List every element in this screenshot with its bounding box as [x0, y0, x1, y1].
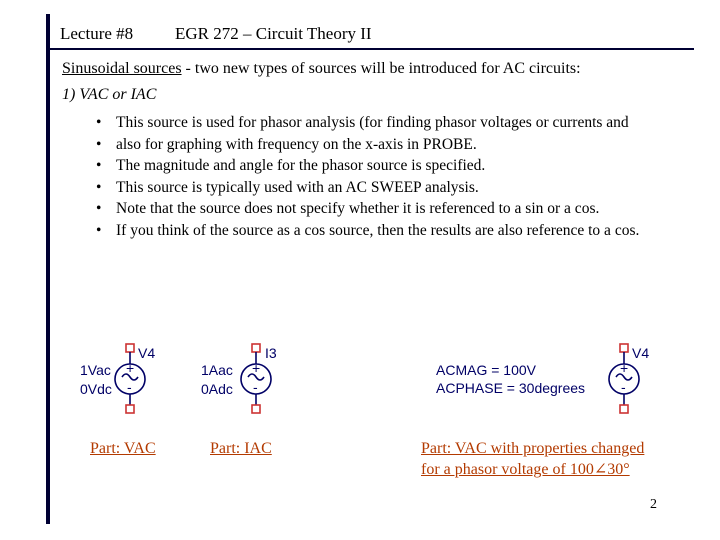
bullet-dot-icon: • [96, 114, 102, 131]
bullet-text: If you think of the source as a cos source, then the results are also reference to a cos. [116, 221, 640, 239]
intro-title: Sinusoidal sources [62, 60, 182, 77]
bullet-dot-icon: • [96, 200, 102, 217]
vac-plus: + [126, 360, 135, 376]
bullet-dot-icon: • [96, 178, 102, 196]
bullet-dot-icon: • [96, 157, 102, 174]
iac-ac-value: 1Aac [201, 362, 233, 378]
vac-minus: - [127, 379, 132, 395]
part-vac-label: Part: VAC [90, 440, 156, 457]
vac-changed-plus: + [620, 360, 629, 376]
part-vac-changed-label-line2: for a phasor voltage of 100∠30° [421, 461, 630, 478]
bullet-text: Note that the source does not specify whether it is referenced to a sin or a cos. [116, 200, 600, 217]
vac-changed-ref: V4 [632, 345, 650, 361]
subheading: 1) VAC or IAC [62, 86, 157, 103]
vac-dc-value: 0Vdc [80, 381, 112, 397]
page-number: 2 [650, 497, 657, 512]
intro-rest: - two new types of sources will be introduced for AC circuits: [181, 60, 581, 77]
bullet-text: This source is typically used with an AC SWEEP analysis. [116, 178, 479, 196]
part-iac-label: Part: IAC [210, 440, 272, 457]
course-title: EGR 272 – Circuit Theory II [175, 24, 372, 43]
bullet-text: also for graphing with frequency on the x-axis in PROBE. [116, 135, 477, 153]
bullet-dot-icon: • [96, 135, 102, 153]
acmag-value: ACMAG = 100V [436, 362, 536, 378]
iac-plus: + [252, 360, 261, 376]
iac-dc-value: 0Adc [201, 381, 233, 397]
bullet-text: The magnitude and angle for the phasor source is specified. [116, 157, 486, 174]
vac-ac-value: 1Vac [80, 362, 111, 378]
bullet-text: This source is used for phasor analysis (for finding phasor voltages or currents and [116, 114, 629, 131]
part-vac-changed-label-line1: Part: VAC with properties changed [421, 440, 645, 457]
iac-ref: I3 [265, 345, 277, 361]
bullet-dot-icon: • [96, 221, 102, 239]
vac-ref: V4 [138, 345, 156, 361]
iac-minus: - [253, 379, 258, 395]
acphase-value: ACPHASE = 30degrees [436, 380, 586, 396]
lecture-number: Lecture #8 [60, 24, 134, 43]
vac-changed-minus: - [621, 379, 626, 395]
